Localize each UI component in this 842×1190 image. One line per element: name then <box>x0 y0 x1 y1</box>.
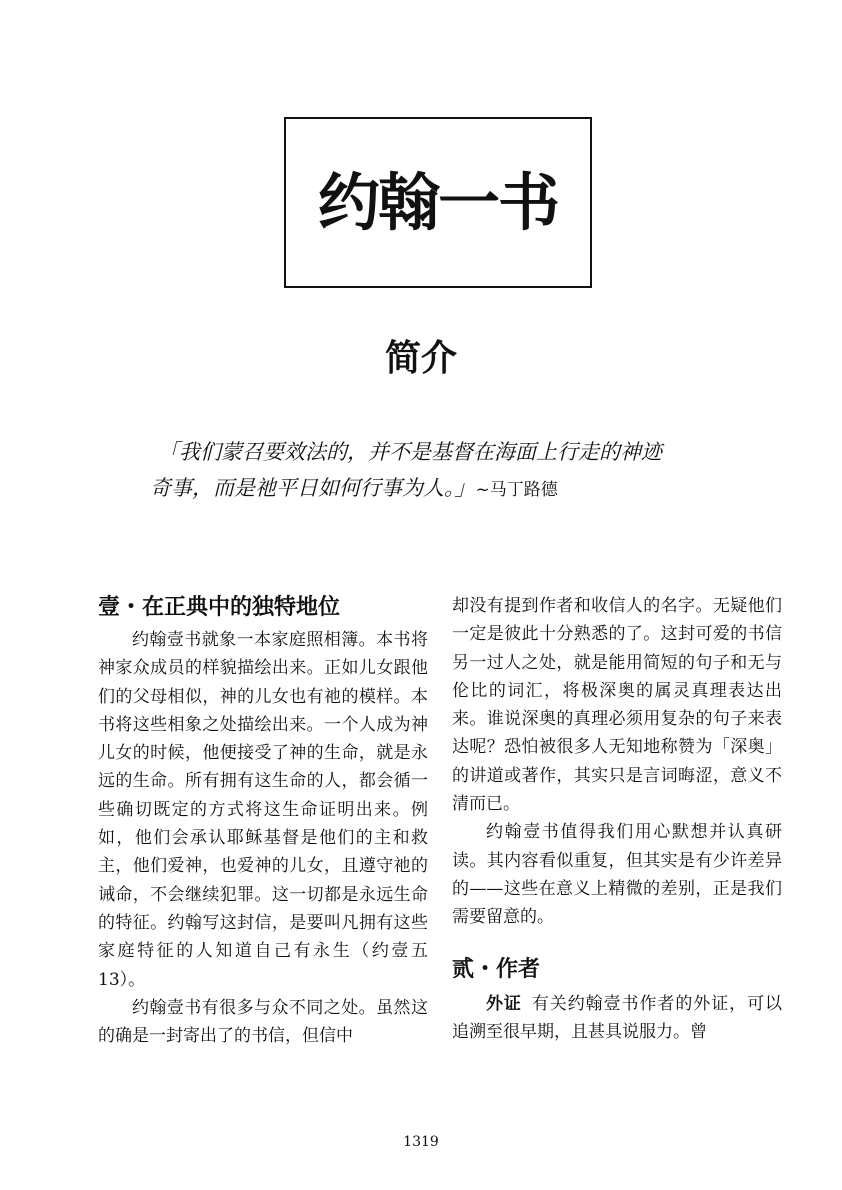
section-1-paragraph-2-continued: 却没有提到作者和收信人的名字。无疑他们一定是彼此十分熟悉的了。这封可爱的书信另一过人之处，就是能用简短的句子和无与伦比的词汇，将极深奥的属灵真理表达出来。谁说深奥的真理必须用复杂的句子来表达呢？恐怕被很多人无知地称赞为「深奥」的讲道或著作，其实只是言词晦涩，意义不清而已。 <box>452 596 782 815</box>
epigraph-line-1: 「我们蒙召要效法的，并不是基督在海面上行走的神迹 <box>158 440 662 464</box>
left-column <box>98 592 428 1050</box>
epigraph-line-2 <box>150 470 750 508</box>
page-number: 1319 <box>403 1134 439 1150</box>
section-2-heading: 贰・作者 <box>452 955 541 982</box>
section-2-paragraph-1 <box>452 990 782 1047</box>
section-1-heading: 壹・在正典中的独特地位 <box>98 594 341 620</box>
section-1-paragraph-2: 约翰壹书有很多与众不同之处。虽然这的确是一封寄出了的书信，但信中 <box>98 997 428 1047</box>
section-1-paragraph-3: 约翰壹书值得我们用心默想并认真研读。其内容看似重复，但其实是有少许差异的——这些在意义上精微的差别，正是我们需要留意的。 <box>452 822 782 928</box>
book-title-box <box>284 117 592 288</box>
section-1-paragraph-1: 约翰壹书就象一本家庭照相簿。本书将神家众成员的样貌描绘出来。正如儿女跟他们的父母相似，神的儿女也有祂的模样。本书将这些相象之处描绘出来。一个人成为神儿女的时候，他便接受了神的生命，就是永远的生命。所有拥有这生命的人，都会循一些确切既定的方式将这生命证明出来。例如，他们会承认耶稣基督是他们的主和救主，他们爱神，也爱神的儿女，且遵守祂的诫命，不会继续犯罪。这一切都是永远生命的特征。约翰写这封信，是要叫凡拥有这些家庭特征的人知道自己有永生（约壹五13）。 <box>98 630 428 990</box>
epigraph-attribution: ~马丁路德 <box>475 480 558 500</box>
epigraph <box>150 434 750 508</box>
section-2-runin-label: 外证 <box>486 993 522 1014</box>
right-column <box>452 592 782 1046</box>
section-2-paragraph-1-text: 有关约翰壹书作者的外证，可以追溯至很早期，且甚具说服力。曾 <box>452 993 783 1042</box>
book-title: 约翰一书 <box>317 165 558 239</box>
intro-heading: 简介 <box>384 337 457 379</box>
epigraph-line-2-text: 奇事，而是祂平日如何行事为人。」 <box>150 476 476 500</box>
